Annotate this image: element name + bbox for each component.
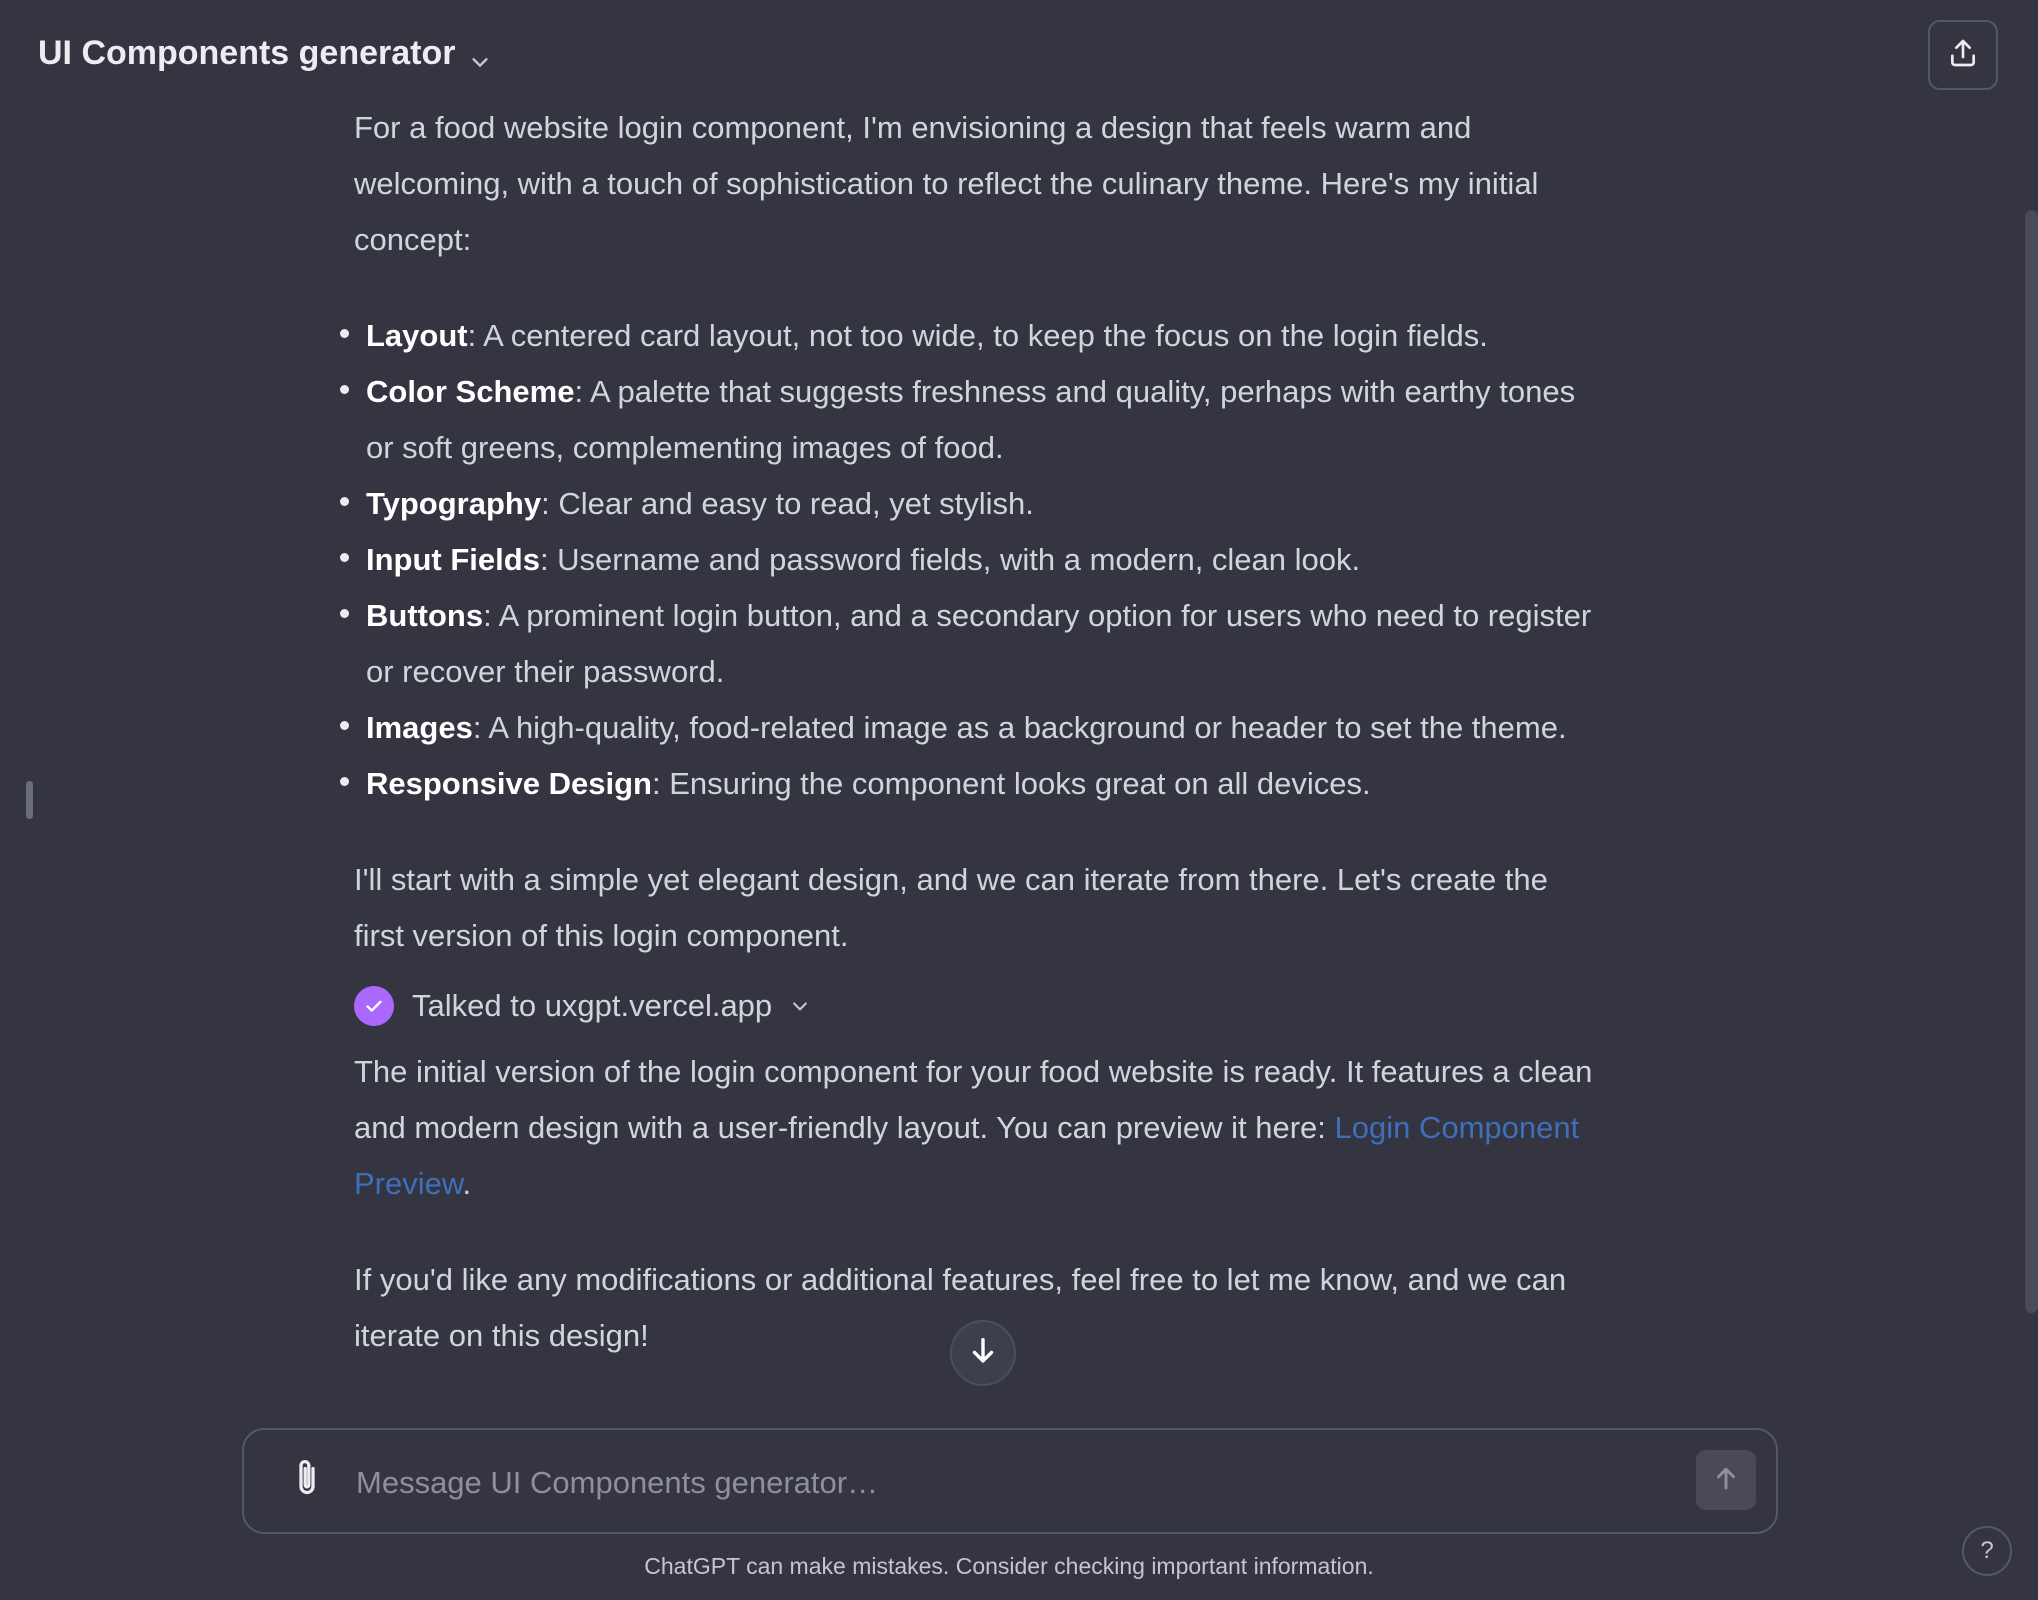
message-result [354, 1044, 1594, 1212]
arrow-down-icon [966, 1334, 1000, 1373]
check-circle-icon [354, 986, 394, 1026]
chevron-down-icon [790, 978, 810, 1034]
result-suffix: . [462, 1166, 472, 1201]
list-item [354, 532, 1594, 588]
login-preview-link[interactable]: Login Component Preview [354, 1110, 1580, 1201]
attach-button[interactable] [284, 1458, 330, 1504]
scroll-to-bottom-button[interactable] [950, 1320, 1016, 1386]
list-item-term: Typography [366, 486, 542, 521]
share-icon [1947, 37, 1979, 74]
list-item-term: Buttons [366, 598, 484, 633]
tool-call-toggle[interactable] [354, 978, 1594, 1034]
list-item-text: : A prominent login button, and a secondary option for users who need to register or recover their password. [366, 598, 1592, 689]
message-composer [242, 1428, 1778, 1534]
page-title: UI Components generator [38, 34, 456, 72]
assistant-message [354, 100, 1594, 1364]
message-input[interactable] [354, 1454, 1608, 1512]
list-item-term: Color Scheme [366, 374, 575, 409]
scrollbar[interactable] [2025, 210, 2038, 1313]
message-intro: For a food website login component, I'm envisioning a design that feels warm and welcoming, with a touch of sophistication to reflect the culinary theme. Here's my initial concept: [354, 110, 1539, 257]
list-item [354, 476, 1594, 532]
sidebar-toggle-handle[interactable] [26, 781, 33, 819]
spacer [354, 1212, 1594, 1252]
list-item-text: : Ensuring the component looks great on all devices. [651, 766, 1371, 801]
list-item-term: Input Fields [366, 542, 540, 577]
chevron-down-icon [469, 43, 491, 65]
list-item-term: Layout [366, 318, 468, 353]
help-button[interactable]: ? [1962, 1526, 2012, 1576]
message-plan: I'll start with a simple yet elegant design, and we can iterate from there. Let's create the first version of this login component. [354, 862, 1548, 953]
list-item-text: : A high-quality, food-related image as a background or header to set the theme. [472, 710, 1567, 745]
list-item-term: Images [366, 710, 473, 745]
disclaimer-text: ChatGPT can make mistakes. Consider checking important information. [644, 1553, 1374, 1579]
list-item-term: Responsive Design [366, 766, 652, 801]
paperclip-icon [290, 1458, 324, 1505]
list-item-text: : A palette that suggests freshness and quality, perhaps with earthy tones or soft greens, complementing images of food. [366, 374, 1576, 465]
gpt-selector[interactable] [38, 34, 491, 73]
concept-list [354, 308, 1594, 812]
tool-call-label: Talked to uxgpt.vercel.app [412, 988, 773, 1023]
list-item-text: : A centered card layout, not too wide, to keep the focus on the login fields. [467, 318, 1488, 353]
list-item-text: : Clear and easy to read, yet stylish. [541, 486, 1034, 521]
share-button[interactable] [1928, 20, 1998, 90]
result-text: The initial version of the login component for your food website is ready. It features a clean and modern design with a user-friendly layout. You can preview it here: [354, 1054, 1593, 1145]
send-button[interactable] [1696, 1450, 1756, 1510]
list-item [354, 756, 1594, 812]
list-item [354, 700, 1594, 756]
list-item [354, 364, 1594, 476]
list-item-text: : Username and password fields, with a modern, clean look. [539, 542, 1361, 577]
list-item [354, 308, 1594, 364]
message-closing: If you'd like any modifications or additional features, feel free to let me know, and we can iterate on this design! [354, 1262, 1567, 1353]
list-item [354, 588, 1594, 700]
arrow-up-icon [1711, 1463, 1741, 1498]
